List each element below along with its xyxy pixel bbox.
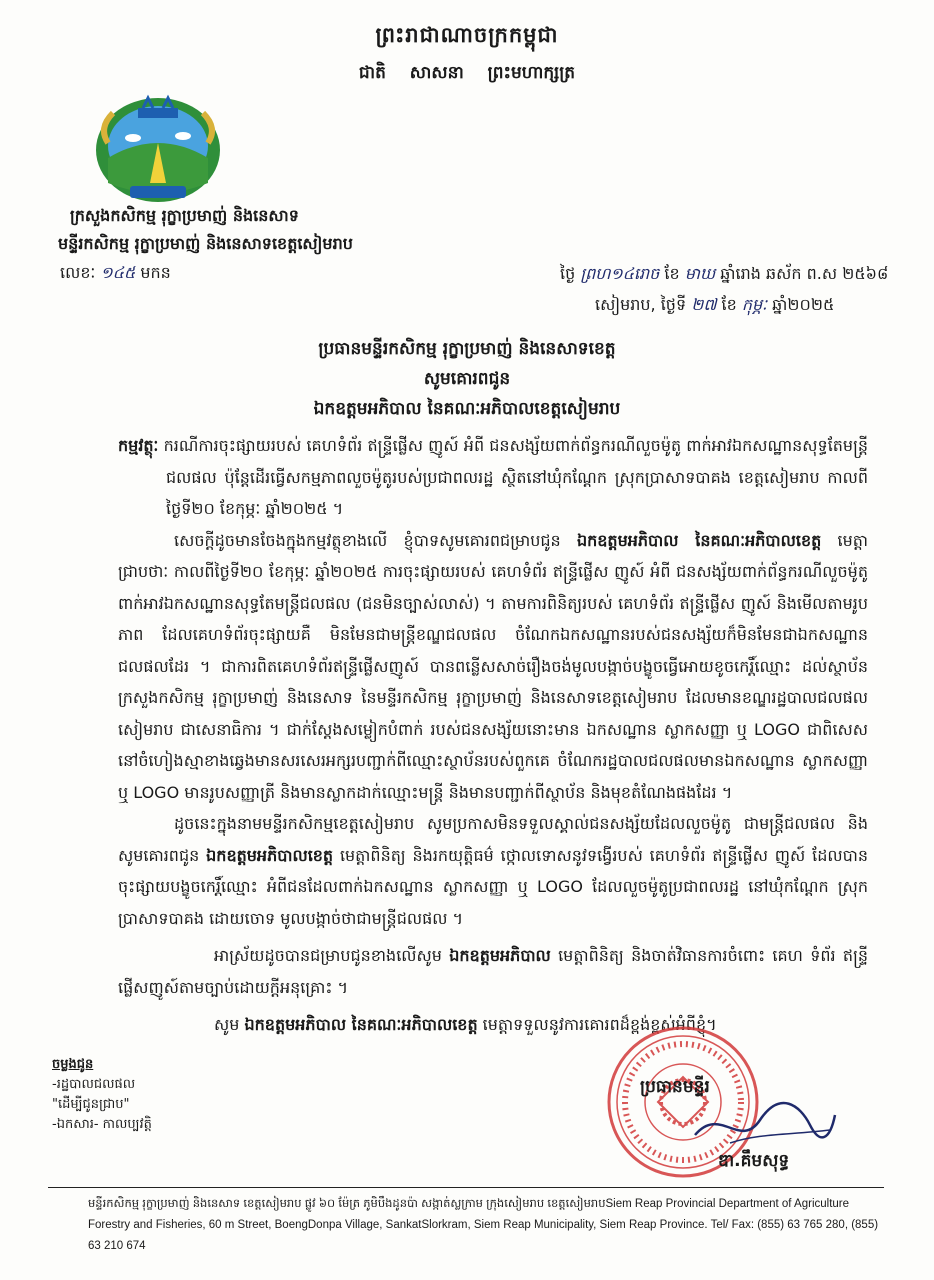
p1-text-c: មេត្តាជ្រាបថាៈ កាលពីថ្ងៃទី២០ ខែកុម្ភៈ ឆ្នាំ២០២៥ ការចុះផ្សាយរបស់ គេហទំព័រ ឥន្ទ្រីផ្លើស ញូស៍ អំពី ជនសង្ស័យពាក់ព័ន្ធករណីលួចម៉ូតូ ពាក់អាវឯកសណ្ឋានសុទ្ធតែមន្ត្រីជលផល (ជនមិនច្បាស់លាស់) ។ តាមការពិនិត្យរបស់ គេហទំព័រ ឥន្ទ្រីផ្លើស ញូស៍ និងមើលតាមរូបភាព ដែលគេហទំព័រចុះផ្សាយគឺ មិនមែនជាមន្ត្រីខណ្ឌជលផល ចំណែកឯកសណ្ឋានរបស់ជនសង្ស័យក៏មិនមែនជាឯកសណ្ឋានជលផលដែរ ។ ជាការពិតគេហទំព័រឥន្ទ្រីផ្លើសញូស៍ បានពន្លើសសាច់រឿងចង់មូលបង្កាច់បង្ខូចធ្វើអោយខូចកេរ្តិ៍ឈ្មោះ ដល់ស្ថាប័នក្រសួងកសិកម្ម រុក្ខាប្រមាញ់ និងនេសាទ នៃមន្ទីរកសិកម្ម រុក្ខាប្រមាញ់ និងនេសាទខេត្តសៀមរាប ដែលមានខណ្ឌរដ្ឋបាលជលផលសៀមរាប ជាសេនាធិការ ។ ជាក់ស្តែងសម្លៀកបំពាក់ របស់ជនសង្ស័យនោះមាន ឯកសណ្ឋាន ស្លាកសញ្ញា ឬ LOGO ជាពិសេសនៅចំហៀងស្មាខាងឆ្វេងមានសរសេរអក្សរបញ្ជាក់ពីឈ្មោះស្ថាប័នរបស់ពួកគេ ចំណែករដ្ឋបាលជលផលមានឯកសណ្ឋាន ស្លាកសញ្ញា ឬ LOGO មានរូបសញ្ញាត្រី និងមានស្លាកដាក់ឈ្មោះមន្ត្រី និងមានបញ្ជាក់ពីស្ថាប័ន និងមុខតំណែងផងដែរ ។ bbox=[118, 530, 869, 802]
p2-text-a: ដូចនេះក្នុងនាមមន្ទីរកសិកម្មខេត្តសៀមរាប សូមប្រកាសមិនទទួលស្គាល់ជនសង្ស័យដែលលួចម៉ូតូ ជាមន្ត្រីជលផល និងសូមគោរពជូន bbox=[118, 814, 868, 865]
month-value: កុម្ភៈ bbox=[741, 295, 768, 314]
body-paragraph-3 bbox=[118, 940, 868, 1003]
lunar-day-value: ព្រហ១៤រោច bbox=[580, 264, 660, 283]
subject-label: កម្មវត្ថុៈ bbox=[118, 436, 159, 455]
copy-to-list bbox=[52, 1055, 152, 1135]
p3-recipient: ឯកឧត្តមអភិបាល bbox=[449, 946, 551, 965]
sender-title: ប្រធានមន្ទីរកសិកម្ម រុក្ខាប្រមាញ់ និងនេសាទខេត្ត bbox=[318, 339, 616, 359]
department-name: មន្ទីរកសិកម្ម រុក្ខាប្រមាញ់ និងនេសាទខេត្តសៀមរាប bbox=[58, 234, 353, 253]
footer-divider bbox=[48, 1187, 884, 1188]
lunar-date bbox=[560, 263, 888, 287]
lunar-month-label: ខែ bbox=[664, 264, 680, 283]
copy-to-item: -ឯកសារ- កាលប្បវត្តិ bbox=[52, 1117, 152, 1132]
reference-label: លេខៈ bbox=[60, 263, 96, 282]
p1-recipient: ឯកឧត្តមអភិបាល នៃគណៈអភិបាលខេត្ត bbox=[576, 530, 822, 550]
p4-text-a: សូម bbox=[214, 1015, 245, 1034]
place-day-label: សៀមរាប, ថ្ងៃទី bbox=[595, 295, 687, 314]
recipient-title: ឯកឧត្តមអភិបាល នៃគណៈអភិបាលខេត្តសៀមរាប bbox=[313, 399, 621, 419]
salutation: សូមគោរពជូន bbox=[423, 369, 511, 389]
p2-recipient: ឯកឧត្តមអភិបាលខេត្ត bbox=[206, 845, 334, 865]
copy-to-item: -រដ្ឋបាលជលផល bbox=[52, 1077, 136, 1092]
reference-suffix: មកន bbox=[140, 263, 171, 282]
ministry-logo-icon bbox=[88, 88, 228, 208]
copy-to-item: "ដើម្បីជូនជ្រាប" bbox=[52, 1097, 130, 1112]
signatory-title: ប្រធានមន្ទីរ bbox=[640, 1077, 710, 1097]
body-paragraph-1 bbox=[118, 525, 868, 809]
p1-text-a: សេចក្តីដូចមានចែងក្នុងកម្មវត្ថុខាងលើ ខ្ញុំបាទសូមគោរពជម្រាបជូន bbox=[174, 530, 577, 550]
handwritten-signature-icon bbox=[690, 1095, 840, 1155]
lunar-month-value: មាឃ bbox=[684, 264, 716, 283]
letter-body bbox=[118, 430, 868, 1041]
reference-value: ១៤៥ bbox=[100, 263, 136, 282]
year-value: ឆ្នាំ២០២៥ bbox=[772, 295, 835, 314]
p2-text-c: មេត្តាពិនិត្យ និងរកយុត្តិធម៌ ថ្កោលទោសនូវទង្វើរបស់ គេហទំព័រ ឥន្ទ្រីផ្លើស ញូស៍ ដែលបានចុះផ្សាយបង្ខូចកេរ្តិ៍ឈ្មោះ អំពីជនដែលពាក់ឯកសណ្ឋាន ស្លាកសញ្ញា ឬ LOGO ដែលលួចម៉ូតូប្រជាពលរដ្ឋ នៅឃុំកណ្តែក ស្រុកប្រាសាទបាគង ដោយចោទ មូលបង្កាច់ថាជាមន្ត្រីជលផល ។ bbox=[118, 845, 868, 928]
signatory-name: ឌា.គឹមសុទ្ធ bbox=[718, 1151, 790, 1171]
reference-number bbox=[60, 262, 171, 286]
p3-text-a: អាស្រ័យដូចបានជម្រាបជូនខាងលើសូម bbox=[214, 946, 450, 965]
ministry-name: ក្រសួងកសិកម្ម រុក្ខាប្រមាញ់ និងនេសាទ bbox=[70, 206, 299, 225]
lunar-day-label: ថ្ងៃ bbox=[560, 264, 576, 283]
month-label: ខែ bbox=[721, 295, 737, 314]
national-motto: ជាតិ សាសនា ព្រះមហាក្សត្រ bbox=[358, 63, 576, 83]
p4-text-c: មេត្តាទទួលនូវការគោរពដ៏ខ្ពង់ខ្ពស់អំពីខ្ញុំ។ bbox=[477, 1015, 717, 1034]
p4-recipient: ឯកឧត្តមអភិបាល នៃគណៈអភិបាលខេត្ត bbox=[244, 1015, 478, 1034]
body-paragraph-2 bbox=[118, 808, 868, 934]
lunar-year: ឆ្នាំរោង ឆស័ក ព.ស ២៥៦៨ bbox=[720, 264, 889, 283]
day-value: ២៧ bbox=[691, 295, 717, 314]
footer-address: មន្ទីរកសិកម្ម រុក្ខាប្រមាញ់ និងនេសាទ ខេត្តសៀមរាប ផ្លូវ ៦០ ម៉ែត្រ ភូមិបឹងដូនប៉ា សង្កាត់ស្លក្រាម ក្រុងសៀមរាប ខេត្តសៀមរាបSiem Reap Provincial Department of Agriculture Forestry and Fisheries, 60 m Street, BoengDonpa Village, SankatSlorkram, Siem Reap Municipality, Siem Reap Province. Tel/ Fax: (855) 63 765 280, (855) 63 210 674 bbox=[88, 1198, 879, 1252]
subject-paragraph bbox=[118, 430, 868, 525]
subject-text: ករណីការចុះផ្សាយរបស់ គេហទំព័រ ឥន្ទ្រីផ្លើស ញូស៍ អំពី ជនសង្ស័យពាក់ព័ន្ធករណីលួចម៉ូតូ ពាក់អាវឯកសណ្ឋានសុទ្ធតែមន្ត្រីជលផល ប៉ុន្តែដើរធ្វើសកម្មភាពលួចម៉ូតូរបស់ប្រជាពលរដ្ឋ ស្ថិតនៅឃុំកណ្តែក ស្រុកប្រាសាទបាគង ខេត្តសៀមរាប កាលពីថ្ងៃទី២០ ខែកុម្ភៈ ឆ្នាំ២០២៥ ។ bbox=[163, 436, 868, 518]
solar-date bbox=[595, 294, 834, 318]
p3-text-c: មេត្តាពិនិត្យ និងចាត់វិធានការចំពោះ គេហ ទំព័រ ឥន្ទ្រីផ្លើសញូស៍តាមច្បាប់ដោយក្តីអនុគ្រោះ ។ bbox=[118, 946, 868, 997]
kingdom-title: ព្រះរាជាណាចក្រកម្ពុជា bbox=[375, 23, 559, 47]
copy-to-title: ចម្លងជូន bbox=[52, 1057, 94, 1072]
